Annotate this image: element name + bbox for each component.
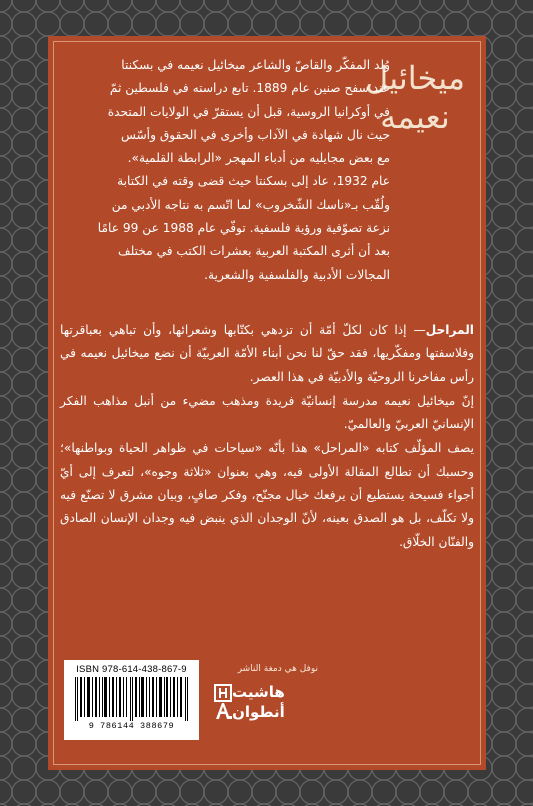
bio-line: ولُقّب بـ«ناسك الشّخروب» لما اتّسم به نتاجه الأدبي من [111, 197, 390, 212]
publisher-block [208, 662, 318, 738]
publisher-tagline: نوفل هي دمغة الناشر [237, 664, 318, 674]
barcode-bars [73, 677, 191, 721]
bio-line: وُلد المفكّر والقاصّ والشاعر ميخائيل نعيمه في بسكنتا [121, 58, 390, 72]
bio-line: في أوكرانيا الروسية، قبل أن يستقرّ في الولايات المتحدة [107, 104, 390, 119]
description-text-1: — إذا كان لكلّ أمّة أن تزدهي بكتّابها وشعرائها، وأن تباهي بعباقرتها وفلاسفتها ومفكّريها، فقد حقّ لنا نحن أبناء الأمّة العربيّة أن نضع ميخائيل نعيمه في رأس مفاخرنا الروحيّة والأدبيّة في هذا العصر. [60, 323, 474, 384]
description-paragraph-3: يصف المؤلّف كتابه «المراحل» هذا بأنّه «سياحات في ظواهر الحياة وبواطنها»؛ وحسبك أن تطالع المقالة الأولى فيه، وهي بعنوان «ثلاثة وجوه»، لتعرف إلى أيّ أجواء فسيحة يستطيع أن يرفعك خيال مجنّح، وفكر صافٍ، وبيان مشرق لا تصنّع فيه ولا تكلّف، بل هو الصدق بعينه، لأنّ الوجدان الذي ينبض فيه وجدان الإنسان الصادق والفنّان الخلّاق. [60, 441, 474, 549]
bio-line: مع بعض مجايليه من أدباء المهجر «الرابطة القلمية». [127, 151, 390, 166]
description-paragraph-2: إنّ ميخائيل نعيمه مدرسة إنسانيّة فريدة ومذهب مضيء من أنبل مذاهب الفكر الإنسانيّ العربيّ والعالميّ. [60, 393, 474, 432]
publisher-name-line-1: هاشيت [232, 683, 285, 701]
antoine-a-icon [214, 702, 232, 720]
title-line-1: ميخائيل [365, 59, 465, 97]
book-heading: المراحل [425, 323, 474, 337]
bio-line: المجالات الأدبية والفلسفية والشعرية. [204, 267, 390, 282]
title-line-2: نعيمه [380, 98, 450, 136]
description-paragraph-1 [60, 319, 474, 389]
bio-line: عام 1932، عاد إلى بسكنتا حيث قضى وقته في الكتابة [117, 174, 390, 189]
publisher-name [232, 682, 285, 722]
author-bio [60, 54, 390, 287]
bio-line: نزعة تصوّفية ورؤية فلسفية. توفّي عام 1988 عن 99 عامًا [97, 221, 390, 236]
publisher-logo-icon [214, 684, 232, 720]
bio-line: حيث نال شهادة في الآداب وأخرى في الحقوق وأسّس [120, 127, 390, 142]
publisher-name-line-2: أنطوان [232, 703, 285, 721]
book-description [60, 319, 474, 555]
isbn-label: ISBN 978-614-438-867-9 [76, 664, 187, 675]
hachette-h-icon [214, 684, 232, 702]
bio-line: عند سفح صنين عام 1889. تابع دراسته في فلسطين ثمّ [109, 81, 390, 96]
bio-line: بعد أن أثرى المكتبة العربية بعشرات الكتب في مختلف [117, 244, 390, 259]
publisher-logo-row [208, 682, 318, 722]
barcode-digits: 9 786144 388679 [88, 721, 175, 731]
back-cover-panel [48, 36, 486, 770]
isbn-barcode [64, 660, 199, 740]
